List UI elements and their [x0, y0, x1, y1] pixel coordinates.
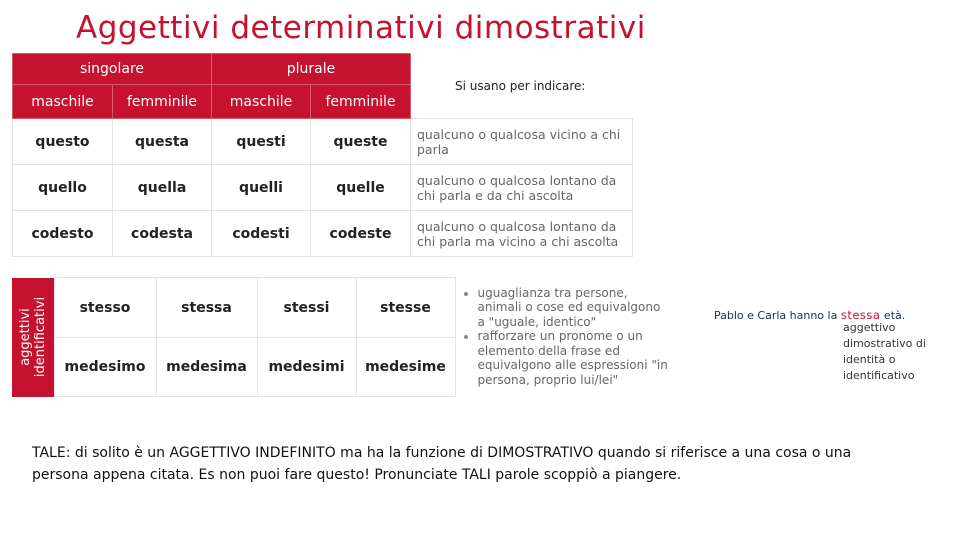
cell: quella [113, 165, 212, 211]
header-singular: singolare [13, 54, 212, 85]
example-highlight: stessa [840, 308, 881, 322]
usage-bullets [455, 278, 676, 397]
example-before: Pablo e Carla hanno la [714, 309, 841, 322]
cell: stesse [356, 278, 455, 338]
example-after: età. [880, 309, 906, 322]
row-description: qualcuno o qualcosa vicino a chi parla [411, 119, 633, 165]
header-feminine-singular: femminile [113, 85, 212, 119]
example-annotation: aggettivo dimostrativo di identità o identificativo [843, 321, 926, 382]
cell: quello [13, 165, 113, 211]
cell: quelli [212, 165, 311, 211]
cell: medesimi [257, 338, 356, 397]
cell: quelle [311, 165, 411, 211]
header-feminine-plural: femminile [311, 85, 411, 119]
cell: questi [212, 119, 311, 165]
row-description: qualcuno o qualcosa lontano da chi parla e da chi ascolta [411, 165, 633, 211]
header-masculine-plural: maschile [212, 85, 311, 119]
side-label-line1: aggettivi [17, 308, 33, 366]
identificative-table [12, 277, 676, 397]
footer-note: TALE: di solito è un AGGETTIVO INDEFINITO ma ha la funzione di DIMOSTRATIVO quando si riferisce a una cosa o una persona appena citata. Es non puoi fare questo! Pronunciate TALI parole scoppiò a piangere. [32, 445, 852, 483]
cell: stessi [257, 278, 356, 338]
usage-note: Si usano per indicare: [455, 78, 586, 93]
cell: questa [113, 119, 212, 165]
header-masculine-singular: maschile [13, 85, 113, 119]
cell: codesto [13, 211, 113, 257]
table-row [13, 119, 633, 165]
side-label-line2: identificativi [32, 296, 48, 378]
table-row [13, 211, 633, 257]
cell: stesso [54, 278, 156, 338]
cell: medesimo [54, 338, 156, 397]
cell: stessa [156, 278, 257, 338]
cell: questo [13, 119, 113, 165]
cell: queste [311, 119, 411, 165]
header-plural: plurale [212, 54, 411, 85]
table-row [12, 278, 676, 338]
cell: codesta [113, 211, 212, 257]
bullet-item: • rafforzare un pronome o un elemento della frase ed equivalgono alle espressioni "in persona, proprio lui/lei" [478, 329, 671, 387]
side-label [12, 278, 54, 397]
cell: medesime [356, 338, 455, 397]
bullet-item: • uguaglianza tra persone, animali o cose ed equivalgono a "uguale, identico" [478, 286, 671, 330]
page-title: Aggettivi determinativi dimostrativi [76, 10, 646, 46]
cell: medesima [156, 338, 257, 397]
cell: codeste [311, 211, 411, 257]
table-row [13, 165, 633, 211]
row-description: qualcuno o qualcosa lontano da chi parla ma vicino a chi ascolta [411, 211, 633, 257]
cell: codesti [212, 211, 311, 257]
demonstrative-table [12, 53, 633, 257]
